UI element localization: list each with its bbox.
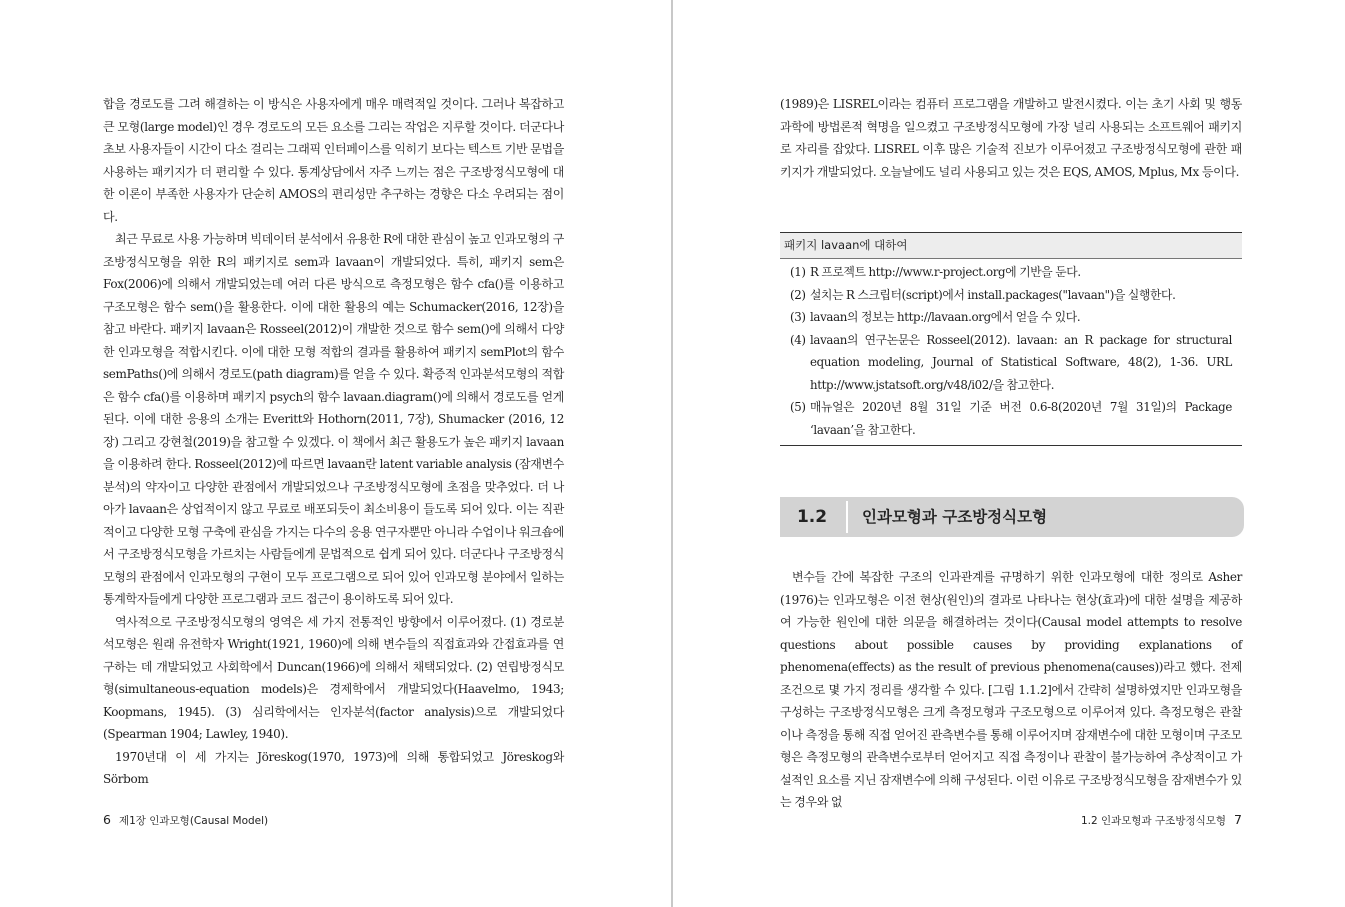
info-box-item-text: R 프로젝트 http://www.r-project.org에 기반을 둔다.	[810, 265, 1081, 279]
info-box-title: 패키지 lavaan에 대하여	[780, 233, 1242, 259]
section-heading-divider	[846, 501, 848, 533]
left-paragraph-4: 1970년대 이 세 가지는 Jöreskog(1970, 1973)에 의해 통합되었고 Jöreskog와 Sörbom	[103, 749, 564, 786]
info-box-item-number: (3)	[790, 310, 806, 324]
section-heading-banner	[780, 497, 1244, 537]
right-top-paragraph: (1989)은 LISREL이라는 컴퓨터 프로그램을 개발하고 발전시켰다. 이는 초기 사회 및 행동 과학에 방법론적 혁명을 일으켰고 구조방정식모형에 가장 널리 사용되는 소프트웨어 패키지로 자리를 잡았다. LISREL 이후 많은 기술적 진보가 이루어졌고 구조방정식모형에 관한 패키지가 개발되었다. 오늘날에도 널리 사용되고 있는 것은 EQS, AMOS, Mplus, Mx 등이다.	[780, 97, 1242, 179]
info-box-item	[780, 306, 1242, 329]
right-body-paragraph: 변수들 간에 복잡한 구조의 인과관계를 규명하기 위한 인과모형에 대한 정의로 Asher (1976)는 인과모형은 이전 현상(원인)의 결과로 나타나는 현상(효과)에 대한 설명을 제공하여 가능한 원인에 대한 의문을 해결하려는 것이다(Causal model attempts to resolve questions about possible causes by providing explanations of phenomena(effects) as the result of previous phenomena(causes))라고 했다. 전제조건으로 몇 가지 정리를 생각할 수 있다. [그림 1.1.2]에서 간략히 설명하였지만 인과모형을 구성하는 구조방정식모형은 크게 측정모형과 구조모형으로 이루어져 있다. 측정모형은 관찰이나 측정을 통해 직접 얻어진 관측변수를 통해 이루어지며 잠재변수에 대한 모형이며 구조모형은 측정모형의 관측변수로부터 얻어지고 직접 측정이나 관찰이 불가능하여 추상적이고 가설적인 요소를 지닌 잠재변수에 의해 구성된다. 이런 이유로 구조방정식모형을 잠재변수가 있는 경우와 없	[780, 570, 1242, 809]
right-page	[673, 0, 1345, 907]
right-running-head: 1.2 인과모형과 구조방정식모형	[1080, 815, 1227, 827]
info-box-item-number: (1)	[790, 265, 806, 279]
left-page-number: 6	[103, 812, 111, 827]
left-running-head: 제1장 인과모형(Causal Model)	[118, 815, 269, 827]
info-box-item-number: (5)	[790, 400, 806, 414]
left-paragraph-3: 역사적으로 구조방정식모형의 영역은 세 가지 전통적인 방향에서 이루어졌다. (1) 경로분석모형은 원래 유전학자 Wright(1921, 1960)에 의해 변수들의 직접효과와 간접효과를 연구하는 데 개발되었고 사회학에서 Duncan(1966)에 의해서 채택되었다. (2) 연립방정식모형(simultaneous-equation models)은 경제학에서 개발되었다(Haavelmo, 1943; Koopmans, 1945). (3) 심리학에서는 인자분석(factor analysis)으로 개발되었다(Spearman 1904; Lawley, 1940).	[103, 614, 564, 741]
left-page	[0, 0, 672, 907]
info-box-item-number: (2)	[790, 287, 806, 302]
info-box-item	[780, 284, 1242, 307]
left-paragraph-2: 최근 무료로 사용 가능하며 빅데이터 분석에서 유용한 R에 대한 관심이 높고 인과모형의 구조방정식모형을 위한 R의 패키지로 sem과 lavaan이 개발되었다. 특히, 패키지 sem은 Fox(2006)에 의해서 개발되었는데 여러 다른 방식으로 측정모형은 함수 cfa()를 이용하고 구조모형은 함수 sem()을 활용한다. 이에 대한 활용의 예는 Schumacker(2016, 12장)을 참고 바란다. 패키지 lavaan은 Rosseel(2012)이 개발한 것으로 함수 sem()에 의해서 다양한 인과모형을 적합시킨다. 이에 대한 모형 적합의 결과를 활용하여 패키지 semPlot의 함수 semPaths()에 의해서 경로도(path diagram)를 얻을 수 있다. 확증적 인과분석모형의 적합은 함수 cfa()를 이용하며 패키지 psych의 함수 lavaan.diagram()에 의해서 경로도를 얻게 된다. 이에 대한 응용의 소개는 Everitt와 Hothorn(2011, 7장), Shumacker (2016, 12장) 그리고 강현철(2019)을 참고할 수 있겠다. 이 책에서 최근 활용도가 높은 패키지 lavaan을 이용하려 한다. Rosseel(2012)에 따르면 lavaan란 latent variable analysis (잠재변수 분석)의 약자이고 다양한 관점에서 개발되었으나 구조방정식모형에 초점을 맞추었다. 더 나아가 lavaan은 상업적이지 않고 무료로 배포되듯이 최소비용이 들도록 되어 있다. 이는 직관적이고 다양한 모형 구축에 관심을 가지는 다수의 응용 연구자뿐만 아니라 수업이나 워크숍에서 구조방정식모형을 가르치는 사람들에게 문법적으로 쉽게 되어 있다. 더군다나 구조방정식모형의 관점에서 인과모형의 구현이 모두 프로그램으로 되어 있어 인과모형 분야에서 일하는 통계학자들에게 다양한 프로그램과 코드 접근이 용이하도록 되어 있다.	[103, 232, 564, 606]
info-box-item-text: lavaan의 연구논문은 Rosseel(2012). lavaan: an R package for structural equation modeling, Journal of Statistical Software, 48(2), 1-36. URL http://www.jstatsoft.org/v48/i02/을 참고한다.	[810, 332, 1232, 392]
right-page-footer	[1081, 812, 1242, 828]
info-box-item	[780, 396, 1242, 441]
left-page-body	[103, 93, 564, 791]
right-page-body	[780, 566, 1242, 814]
right-page-top-text	[780, 93, 1242, 183]
right-page-number: 7	[1234, 812, 1242, 827]
info-box-item-text: lavaan의 정보는 http://lavaan.org에서 얻을 수 있다.	[810, 310, 1081, 324]
info-box-item	[780, 261, 1242, 284]
section-title: 인과모형과 구조방정식모형	[862, 508, 1048, 526]
section-number: 1.2	[796, 507, 828, 527]
lavaan-info-box	[780, 232, 1242, 446]
info-box-item-number: (4)	[790, 332, 806, 347]
info-box-list	[780, 261, 1242, 441]
info-box-item-text: 설치는 R 스크립터(script)에서 install.packages("lavaan")을 실행한다.	[810, 287, 1176, 302]
left-paragraph-1: 합을 경로도를 그려 해결하는 이 방식은 사용자에게 매우 매력적일 것이다. 그러나 복잡하고 큰 모형(large model)인 경우 경로도의 모든 요소를 그리는 작업은 지루할 것이다. 더군다나 초보 사용자들이 시간이 다소 걸리는 그래픽 인터페이스를 익히기 보다는 텍스트 기반 문법을 사용하는 패키지가 더 편리할 수 있다. 통계상담에서 자주 느끼는 점은 구조방정식모형에 대한 이론이 부족한 사용자가 단순히 AMOS의 편리성만 추구하는 경향은 다소 우려되는 점이다.	[103, 97, 564, 224]
left-page-footer	[103, 812, 268, 828]
info-box-item	[780, 329, 1242, 397]
info-box-item-text: 매뉴얼은 2020년 8월 31일 기준 버전 0.6-8(2020년 7월 31일)의 Package ‘lavaan’을 참고한다.	[810, 400, 1232, 437]
